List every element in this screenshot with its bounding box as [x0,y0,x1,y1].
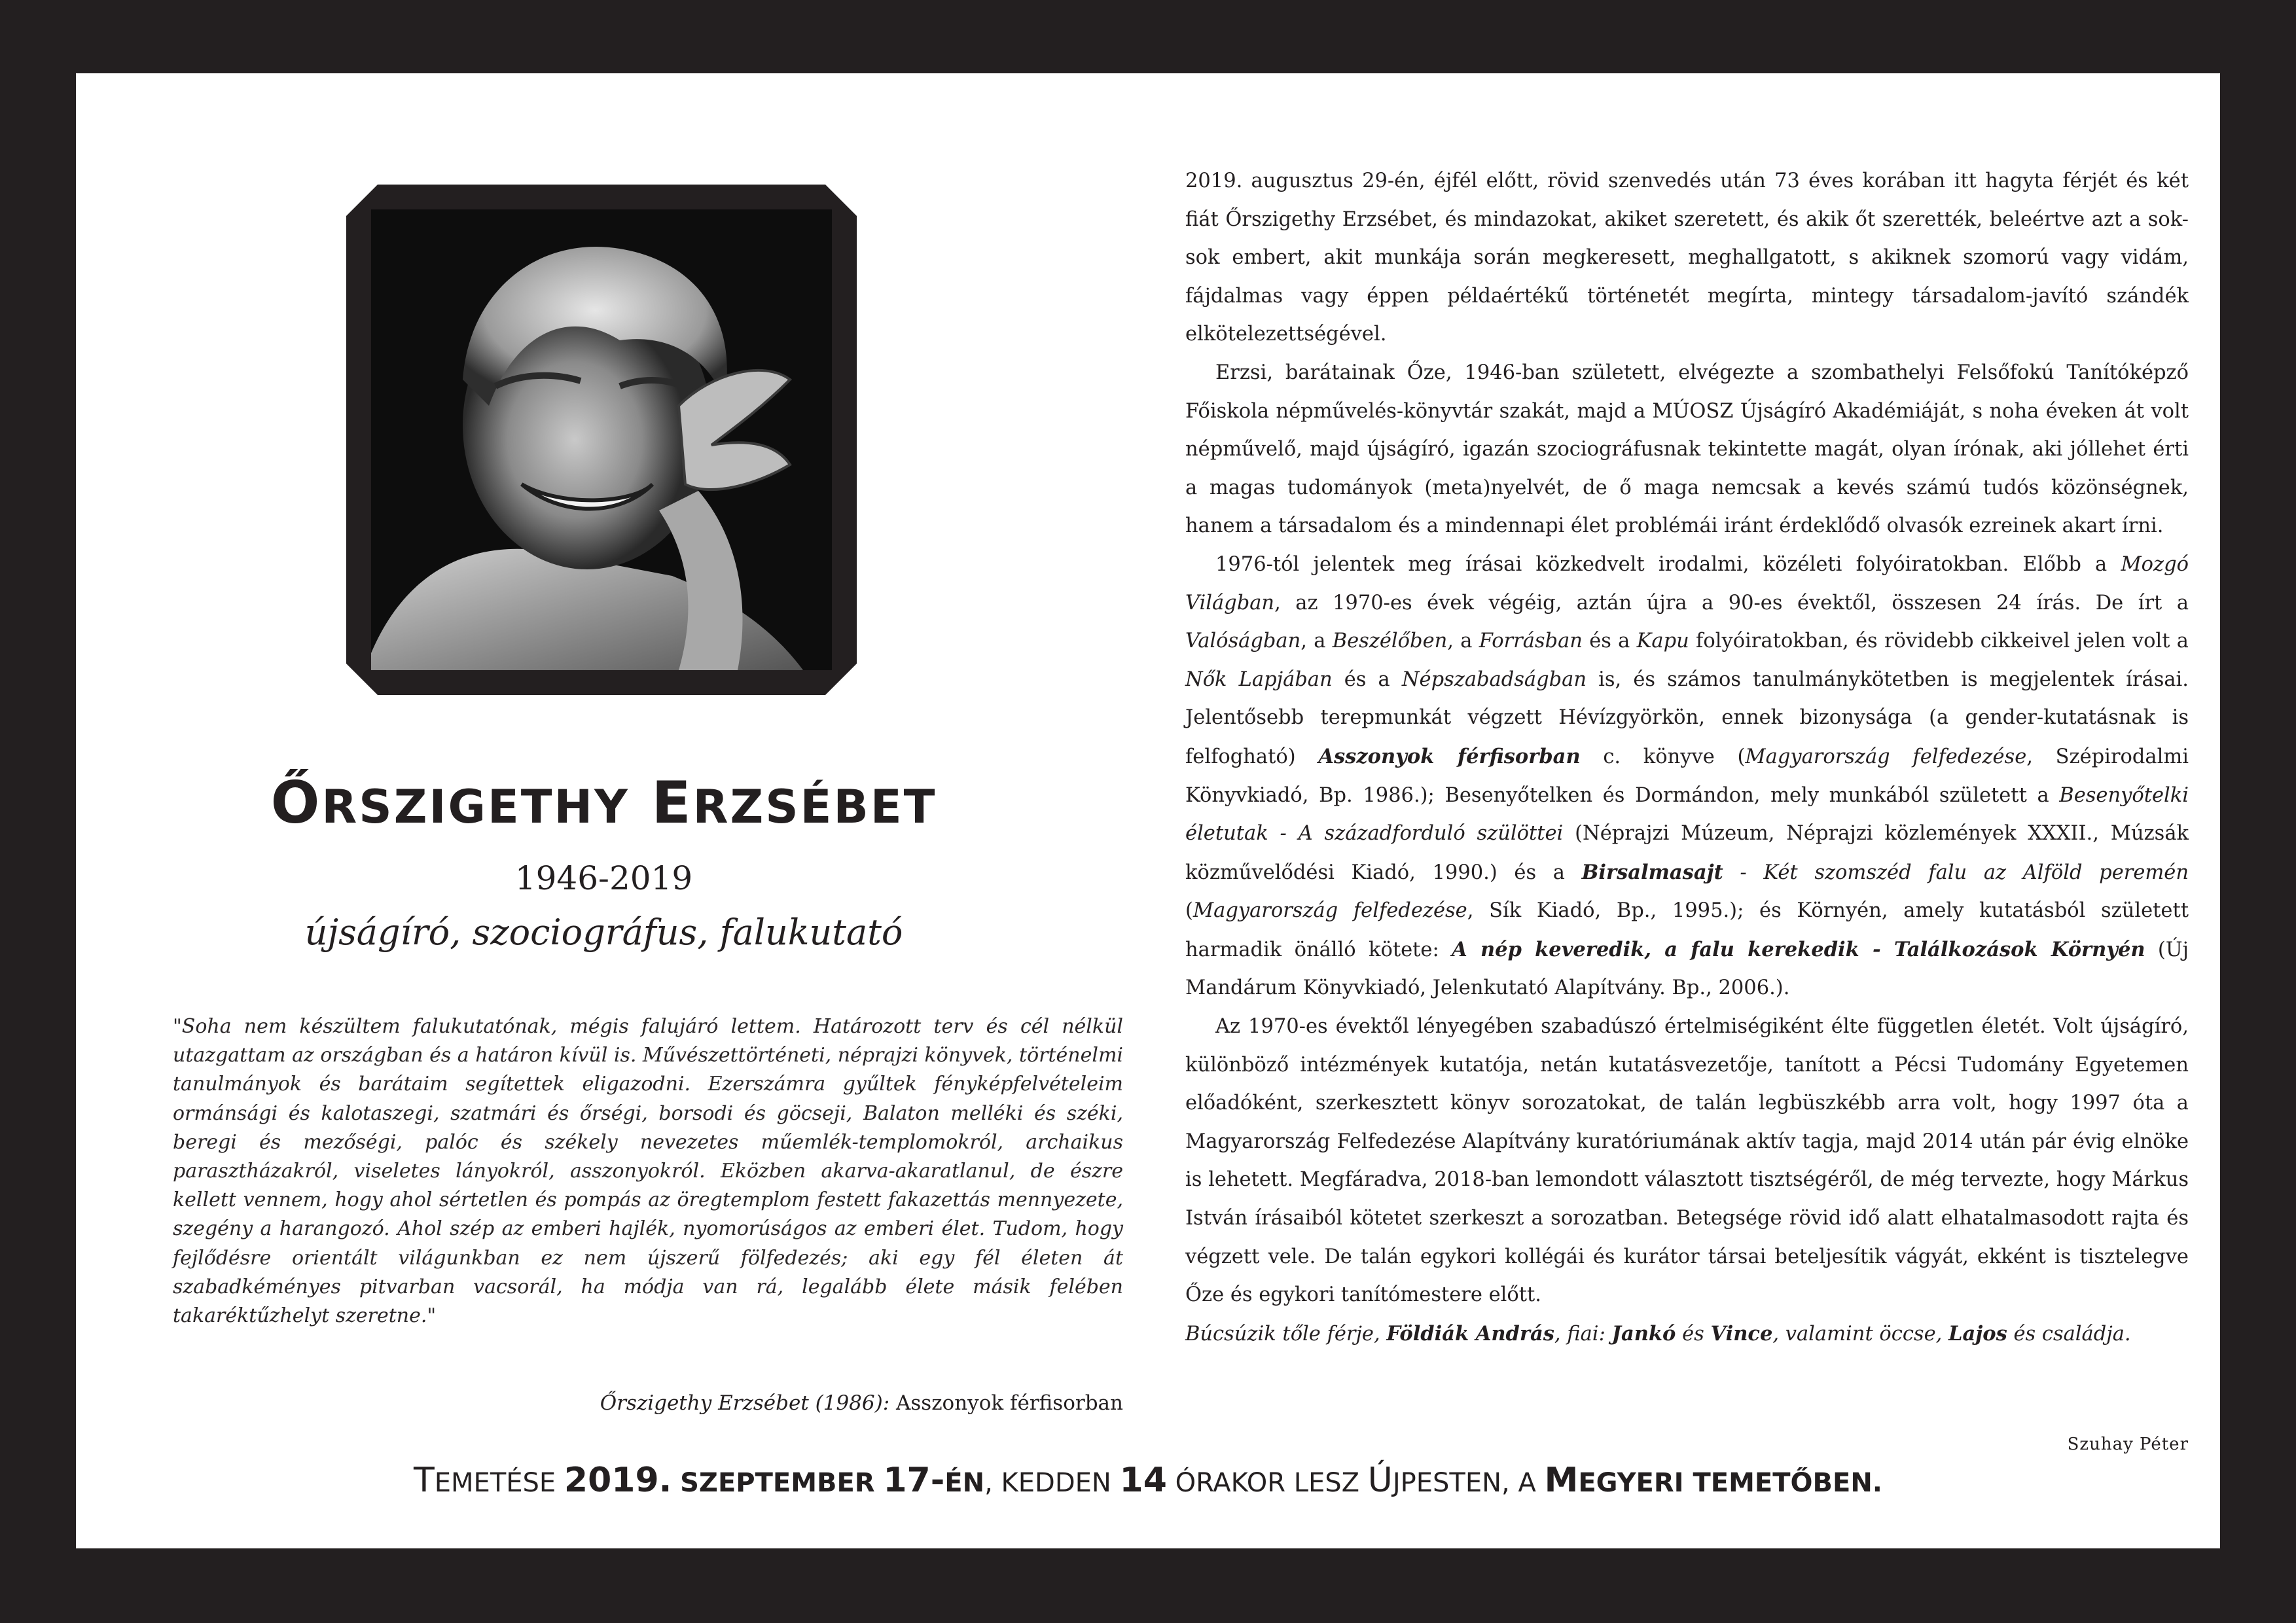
funeral-cemetery: EGYERI TEMETŐBEN. [1578,1468,1882,1498]
funeral-place-initial: Ú [1367,1461,1393,1500]
funeral-month: SZEPTEMBER [680,1468,875,1498]
journal-forras: Forrásban [1479,630,1583,653]
journal-beszelo: Beszélőben [1332,630,1448,653]
farewell-text: , fiai: [1554,1322,1612,1346]
farewell-text: , valamint öccse, [1772,1322,1949,1346]
funeral-word: EMETÉSE [434,1468,556,1498]
bio-p3-dash: - [1723,861,1764,884]
portrait-photo [371,209,832,670]
husband-name: Földiák András [1386,1321,1554,1346]
bio-paragraph-3 [1185,546,2189,1008]
bio-p3-text: , Szépirodalmi Könyvkiadó, Bp. 1986.); Besenyőtelken és Dormándon, mely munkából született a [1185,745,2189,807]
quote-source [600,1389,1123,1418]
funeral-cemetery-initial: M [1544,1461,1579,1500]
book-ket-szomszed-falu: Két szomszéd falu az Alföld peremén [1763,861,2189,884]
life-years: 1946-2019 [514,859,693,897]
bio-p3-text: c. könyve ( [1580,745,1746,768]
name-rest-1: RSZIGETHY [321,780,630,834]
journal-mozgo-vilag: Mozgó Világban [1185,552,2189,615]
quote-source-title: Asszonyok férfisorban [896,1391,1123,1415]
portrait-frame [346,185,857,695]
son-name-1: Jankó [1611,1321,1676,1346]
brother-name: Lajos [1948,1321,2007,1346]
series-magyarorszag-felfedezese: Magyarország felfedezése [1745,745,2027,768]
book-a-nep-keveredik: A nép keveredik, a falu kerekedik - Találkozások Környén [1452,937,2145,961]
funeral-day-suffix: ÉN [944,1468,985,1498]
bio-p3-text: is, és számos tanulmánykötetben is megjelentek írásai. Jelentősebb terepmunkát végzett Hévízgyörkön, ennek bizonysága (a gender-kutatásnak is felfogható) [1185,668,2189,768]
bio-p3-text: és a [1582,630,1637,653]
funeral-initial: T [414,1461,435,1500]
book-besenyotelki-eletutak: Besenyőtelki életutak - A századforduló szülöttei [1185,783,2189,846]
funeral-weekday: , KEDDEN [984,1468,1111,1498]
series-magyarorszag-felfedezese: Magyarország felfedezése [1193,899,1467,923]
bio-p3-text: ( [1185,899,1193,923]
book-asszonyok-ferfisorban: Asszonyok férfisorban [1318,744,1581,768]
funeral-day: 17- [883,1461,945,1500]
name-rest-2: RZSÉBET [692,780,937,834]
name-initial-1: Ő [270,769,322,836]
memorial-quote: "Soha nem készültem falukutatónak, mégis falujáró lettem. Határozott terv és cél nélkül utazgattam az országban és a határon kívül is. Művészettörténeti, néprajzi könyvek, történelmi tanulmányok és barátaim segítettek eligazodni. Ezerszámra gyűltek fényképfelvételeim ormánsági és kalotaszegi, szatmári és őrségi, borsodi és göcseji, Balaton melléki és széki, beregi és mezőségi, palóc és székely nevezetes műemlék-templomokról, archaikus parasztházakról, viseletes lányokról, asszonyokról. Eközben akarva-akaratlanul, de észre kellett vennem, hogy ahol sértetlen és pompás az öregtemplom festett fakazettás mennyezete, szegény a harangozó. Ahol szép az emberi hajlék, nyomorúságos az emberi élet. Tudom, hogy fejlődésre orientált világunkban ez nem újszerű fölfedezés; aki egy fél életen át szabadkéményes pitvarban vacsorál, ha módja van rá, legalább élete másik felében takaréktűzhelyt szeretne." [173,1015,1123,1328]
quote-source-author: Őrszigethy Erzsébet (1986): [600,1391,890,1415]
professions: újságíró, szociográfus, falukutató [304,912,903,953]
book-birsalmasajt: Birsalmasajt [1581,860,1723,884]
bio-p3-text: és a [1332,668,1402,691]
funeral-hour-suffix: ÓRAKOR LESZ [1175,1468,1360,1498]
bio-p3-text: (Néprajzi Múzeum, Néprajzi közlemények XXXII., Múzsák közművelődési Kiadó, 1990.) és a [1185,822,2189,884]
farewell-text: és [1676,1322,1711,1346]
name-initial-2: E [651,769,693,836]
author-signature: Szuhay Péter [2067,1435,2189,1454]
biography [1185,162,2189,1353]
journal-valosag: Valóságban [1185,630,1301,653]
bio-p3-text: (Új Mandárum Könyvkiadó, Jelenkutató Alapítvány. Bp., 2006.). [1185,938,2189,1000]
journal-kapu: Kapu [1636,630,1689,653]
bio-p3-text: folyóiratokban, és rövidebb cikkeivel jelen volt a [1689,630,2189,653]
bio-p3-text: , az 1970-es évek végéig, aztán újra a 90-es évektől, összesen 24 írás. De írt a [1274,591,2189,615]
funeral-hour: 14 [1119,1461,1167,1500]
funeral-year: 2019. [564,1461,672,1500]
deceased-name [76,770,1132,840]
bio-p3-text: , a [1447,630,1479,653]
bio-paragraph-1: 2019. augusztus 29-én, éjfél előtt, rövid szenvedés után 73 éves korában itt hagyta férjét és két fiát Őrszigethy Erzsébet, és mindazokat, akiket szeretett, és akik őt szerették, beleértve azt a sok-sok embert, akit munkája során megkeresett, meghallgatott, s akiknek szomorú vagy vidám, fájdalmas vagy éppen példaértékű történetét megírta, mintegy társadalom-javító szándék elkötelezettségével. [1185,169,2189,346]
farewell-line [1185,1315,2189,1354]
bio-p3-text: , a [1300,630,1333,653]
bio-paragraph-2: Erzsi, barátainak Őze, 1946-ban született, elvégezte a szombathelyi Felsőfokú Tanítóképző Főiskola népművelés-könyvtár szakát, majd a MÚOSZ Újságíró Akadémiáját, s noha éveken át volt népművelő, majd újságíró, igazán szociográfusnak tekintette magát, olyan írónak, aki jóllehet érti a magas tudományok (meta)nyelvét, de ő maga nemcsak a kevés számú tudós közönségnek, hanem a társadalom és a mindennapi élet problémái iránt érdeklődő olvasók ezreinek akart írni. [1185,361,2189,538]
journal-nepszabadsag: Népszabadságban [1401,668,1587,691]
obituary-page [76,73,2220,1548]
funeral-place: JPESTEN [1392,1468,1502,1498]
son-name-2: Vince [1710,1321,1773,1346]
journal-nok-lapja: Nők Lapjában [1185,668,1333,691]
funeral-separator: , A [1501,1468,1536,1498]
farewell-text: Búcsúzik tőle férje, [1185,1322,1387,1346]
bio-paragraph-4: Az 1970-es évektől lényegében szabadúszó értelmiségiként élte független életét. Volt újságíró, különböző intézmények kutatója, netán kutatásvezetője, tanított a Pécsi Tudomány Egyetemen előadóként, szerkesztett könyv sorozatokat, de talán legbüszkébb arra volt, hogy 1997 óta a Magyarország Felfedezése Alapítvány kuratóriumának aktív tagja, majd 2014 után pár évig elnöke is lehetett. Megfáradva, 2018-ban lemondott választott tisztségéről, de még tervezte, hogy Márkus István írásaiból kötetet szerkeszt a sorozatban. Betegsége rövid idő alatt elhatalmasodott rajta és végzett vele. De talán egykori kollégái és kurátor társai beteljesítik vágyát, ekként is tisztelegve Őze és egykori tanítómestere előtt. [1185,1015,2189,1307]
portrait-illustration [371,209,832,670]
farewell-text: és családja. [2007,1322,2131,1346]
bio-p3-text: 1976-tól jelentek meg írásai közkedvelt irodalmi, közéleti folyóiratokban. Előbb a [1215,552,2121,576]
bio-p3-text: , Sík Kiadó, Bp., 1995.); és Környén, amely kutatásból született harmadik önálló kötete: [1185,899,2189,961]
funeral-notice [76,1454,2220,1509]
